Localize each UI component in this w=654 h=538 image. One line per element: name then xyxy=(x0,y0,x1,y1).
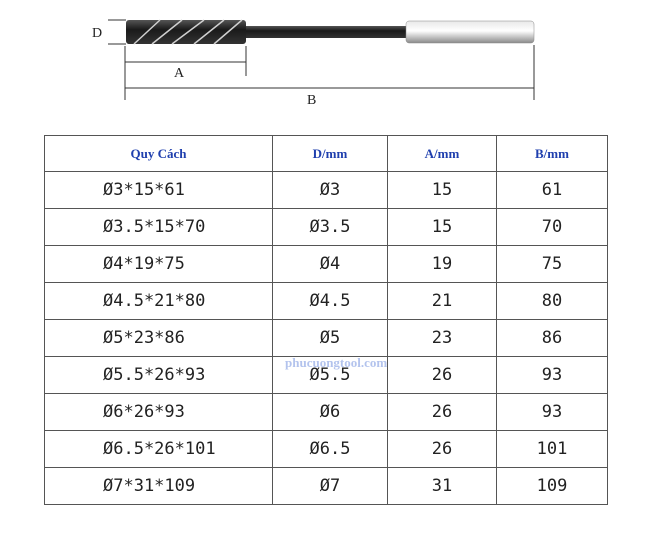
header-d-mm: D/mm xyxy=(273,136,388,172)
b-cell: 70 xyxy=(497,209,608,246)
dimension-label-a: A xyxy=(174,66,185,81)
b-cell: 75 xyxy=(497,246,608,283)
d-cell: Ø3.5 xyxy=(273,209,388,246)
header-b-mm: B/mm xyxy=(497,136,608,172)
spec-cell: Ø5.5*26*93 xyxy=(45,357,273,394)
table-row xyxy=(45,283,608,320)
d-cell: Ø6.5 xyxy=(273,431,388,468)
spec-cell: Ø7*31*109 xyxy=(45,468,273,505)
b-cell: 93 xyxy=(497,394,608,431)
table-row xyxy=(45,431,608,468)
table-row xyxy=(45,246,608,283)
a-cell: 26 xyxy=(388,431,497,468)
reamer-dimension-diagram xyxy=(0,0,654,130)
a-cell: 21 xyxy=(388,283,497,320)
header-quy-cach: Quy Cách xyxy=(45,136,273,172)
a-cell: 26 xyxy=(388,357,497,394)
table-header-row xyxy=(45,136,608,172)
b-cell: 93 xyxy=(497,357,608,394)
specification-table xyxy=(44,135,608,505)
b-cell: 101 xyxy=(497,431,608,468)
spec-cell: Ø4.5*21*80 xyxy=(45,283,273,320)
d-cell: Ø5.5 xyxy=(273,357,388,394)
dimension-label-d: D xyxy=(92,26,103,41)
b-cell: 86 xyxy=(497,320,608,357)
watermark: phucuongtool.com xyxy=(285,355,388,370)
table-row xyxy=(45,468,608,505)
spec-cell: Ø4*19*75 xyxy=(45,246,273,283)
b-cell: 80 xyxy=(497,283,608,320)
d-cell: Ø6 xyxy=(273,394,388,431)
dimension-label-b: B xyxy=(307,93,317,108)
a-cell: 26 xyxy=(388,394,497,431)
b-cell: 61 xyxy=(497,172,608,209)
header-a-mm: A/mm xyxy=(388,136,497,172)
reamer-shank xyxy=(406,21,534,43)
a-cell: 31 xyxy=(388,468,497,505)
a-cell: 19 xyxy=(388,246,497,283)
d-cell: Ø3 xyxy=(273,172,388,209)
spec-cell: Ø5*23*86 xyxy=(45,320,273,357)
table-row xyxy=(45,394,608,431)
d-cell: Ø7 xyxy=(273,468,388,505)
d-cell: Ø5 xyxy=(273,320,388,357)
a-cell: 15 xyxy=(388,172,497,209)
spec-cell: Ø3*15*61 xyxy=(45,172,273,209)
spec-cell: Ø3.5*15*70 xyxy=(45,209,273,246)
spec-cell: Ø6.5*26*101 xyxy=(45,431,273,468)
b-cell: 109 xyxy=(497,468,608,505)
table-row xyxy=(45,320,608,357)
reamer-neck xyxy=(246,26,406,38)
a-cell: 15 xyxy=(388,209,497,246)
d-cell: Ø4 xyxy=(273,246,388,283)
table-row xyxy=(45,172,608,209)
a-cell: 23 xyxy=(388,320,497,357)
d-cell: Ø4.5 xyxy=(273,283,388,320)
spec-cell: Ø6*26*93 xyxy=(45,394,273,431)
table-row xyxy=(45,209,608,246)
